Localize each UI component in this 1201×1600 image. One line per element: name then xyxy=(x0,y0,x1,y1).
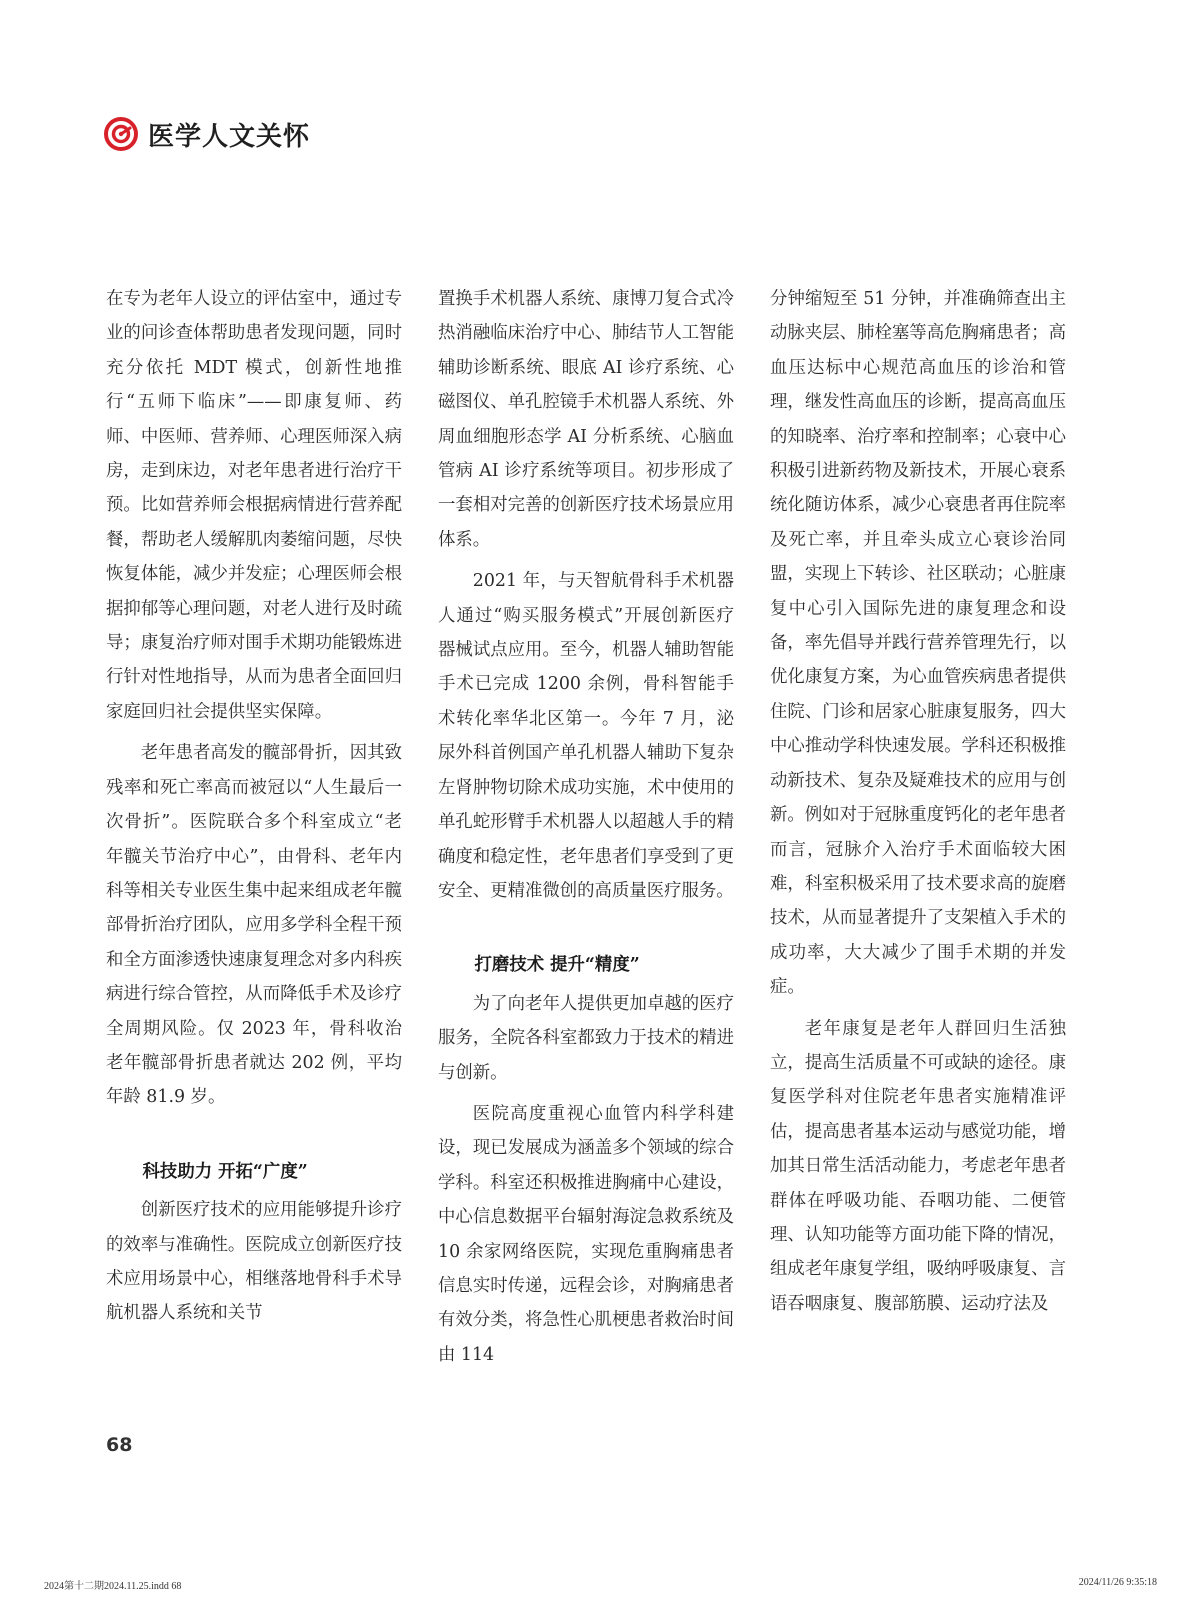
section-title: 医学人文关怀 xyxy=(148,121,311,152)
swirl-logo-icon xyxy=(104,117,138,151)
paragraph: 2021 年，与天智航骨科手术机器人通过“购买服务模式”开展创新医疗器械试点应用。至今，机器人辅助智能手术已完成 1200 余例，骨科智能手术转化率华北区第一。今年 7 月，泌尿外科首例国产单孔机器人辅助下复杂左肾肿物切除术成功实施，术中使用的单孔蛇形臂手术机器人以超越人手的精确度和稳定性，老年患者们享受到了更安全、更精准微创的高质量医疗服务。 xyxy=(438,571,734,901)
paragraph: 在专为老年人设立的评估室中，通过专业的问诊查体帮助患者发现问题，同时充分依托 MDT 模式，创新性地推行“五师下临床”——即康复师、药师、中医师、营养师、心理医师深入病房，走到床边，对老年患者进行治疗干预。比如营养师会根据病情进行营养配餐，帮助老人缓解肌肉萎缩问题，尽快恢复体能，减少并发症；心理医师会根据抑郁等心理问题，对老人进行及时疏导；康复治疗师对围手术期功能锻炼进行针对性地指导，从而为患者全面回归家庭回归社会提供坚实保障。 xyxy=(106,289,402,722)
paragraph: 老年患者高发的髋部骨折，因其致残率和死亡率高而被冠以“人生最后一次骨折”。医院联合多个科室成立“老年髋关节治疗中心”，由骨科、老年内科等相关专业医生集中起来组成老年髋部骨折治疗团队，应用多学科全程干预和全方面渗透快速康复理念对多内科疾病进行综合管控，从而降低手术及诊疗全周期风险。仅 2023 年，骨科收治老年髋部骨折患者就达 202 例，平均年龄 81.9 岁。 xyxy=(106,743,402,1108)
paragraph: 置换手术机器人系统、康博刀复合式冷热消融临床治疗中心、肺结节人工智能辅助诊断系统、眼底 AI 诊疗系统、心磁图仪、单孔腔镜手术机器人系统、外周血细胞形态学 AI 分析系统、心脑血管病 AI 诊疗系统等项目。初步形成了一套相对完善的创新医疗技术场景应用体系。 xyxy=(438,289,734,550)
article-column-2 xyxy=(438,282,734,1372)
article-column-1 xyxy=(106,282,402,1331)
paragraph: 分钟缩短至 51 分钟，并准确筛查出主动脉夹层、肺栓塞等高危胸痛患者；高血压达标中心规范高血压的诊治和管理，继发性高血压的诊断，提高高血压的知晓率、治疗率和控制率；心衰中心积极引进新药物及新技术，开展心衰系统化随访体系，减少心衰患者再住院率及死亡率，并且牵头成立心衰诊治同盟，实现上下转诊、社区联动；心脏康复中心引入国际先进的康复理念和设备，率先倡导并践行营养管理先行，以优化康复方案，为心血管疾病患者提供住院、门诊和居家心脏康复服务，四大中心推动学科快速发展。学科还积极推动新技术、复杂及疑难技术的应用与创新。例如对于冠脉重度钙化的老年患者而言，冠脉介入治疗手术面临较大困难，科室积极采用了技术要求高的旋磨技术，从而显著提升了支架植入手术的成功率，大大减少了围手术期的并发症。 xyxy=(770,289,1066,998)
print-slug-file: 2024第十二期2024.11.25.indd 68 xyxy=(44,1581,182,1592)
subheading: 科技助力 开拓“广度” xyxy=(142,1161,308,1182)
subheading: 打磨技术 提升“精度” xyxy=(474,955,640,976)
article-column-3 xyxy=(770,282,1066,1321)
print-slug-timestamp: 2024/11/26 9:35:18 xyxy=(1078,1577,1157,1588)
paragraph: 医院高度重视心血管内科学科建设，现已发展成为涵盖多个领域的综合学科。科室还积极推进胸痛中心建设，中心信息数据平台辐射海淀急救系统及 10 余家网络医院，实现危重胸痛患者信息实时传递，远程会诊，对胸痛患者有效分类，将急性心肌梗患者救治时间由 114 xyxy=(438,1103,734,1365)
paragraph: 老年康复是老年人群回归生活独立，提高生活质量不可或缺的途径。康复医学科对住院老年患者实施精准评估，提高患者基本运动与感觉功能，增加其日常生活活动能力，考虑老年患者群体在呼吸功能、吞咽功能、二便管理、认知功能等方面功能下降的情况，组成老年康复学组，吸纳呼吸康复、言语吞咽康复、腹部筋膜、运动疗法及 xyxy=(770,1018,1066,1314)
paragraph: 创新医疗技术的应用能够提升诊疗的效率与准确性。医院成立创新医疗技术应用场景中心，相继落地骨科手术导航机器人系统和关节 xyxy=(106,1200,402,1324)
page-number: 68 xyxy=(106,1434,133,1456)
section-header xyxy=(104,114,310,154)
paragraph: 为了向老年人提供更加卓越的医疗服务，全院各科室都致力于技术的精进与创新。 xyxy=(438,993,734,1083)
